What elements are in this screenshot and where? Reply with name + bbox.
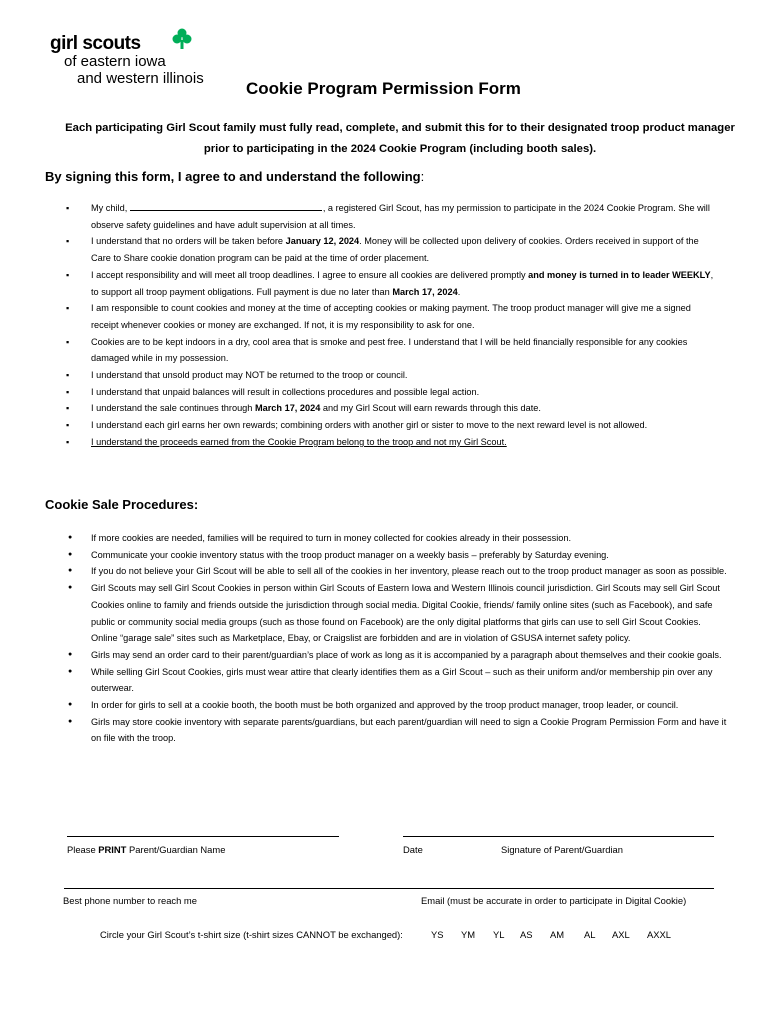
trefoil-icon xyxy=(172,28,192,50)
agreement-text: My child, xyxy=(91,203,128,213)
tshirt-size-option[interactable]: AL xyxy=(584,929,596,940)
tshirt-size-option[interactable]: YS xyxy=(431,929,444,940)
agreement-heading-text: By signing this form, I agree to and understand the following xyxy=(45,169,421,184)
agreement-date-bold: January 12, 2024 xyxy=(285,236,360,247)
agreement-item xyxy=(91,384,719,401)
agreement-item xyxy=(91,267,719,300)
logo-line-2: of eastern iowa xyxy=(64,53,166,70)
procedure-item: ● In order for girls to sell at a cookie booth, the booth must be both organized and approved by the troop product manager, troop leader, or council. xyxy=(91,697,727,714)
agreement-item xyxy=(91,400,719,417)
agreement-text: I accept responsibility and will meet all troop deadlines. I agree to ensure all cookies are delivered promptly xyxy=(91,269,529,280)
tshirt-size-option[interactable]: AXL xyxy=(612,929,630,940)
tshirt-size-option[interactable]: AXXL xyxy=(647,929,671,940)
agreement-text: . Money will be collected upon delivery of cookies. Orders received in support of the Care to Share cookie donation program can be paid at the time of order placement. xyxy=(91,236,699,264)
agreement-item xyxy=(91,434,719,451)
agreement-heading-colon: : xyxy=(420,169,425,184)
agreement-heading xyxy=(45,169,424,184)
procedure-item: ● If more cookies are needed, families will be required to turn in money collected for cookies already in their possession. xyxy=(91,530,727,547)
parent-name-label-print: PRINT xyxy=(98,844,127,855)
email-label: Email (must be accurate in order to participate in Digital Cookie) xyxy=(421,895,687,906)
agreement-bold: and money is turned in to leader WEEKLY xyxy=(528,269,711,280)
intro-paragraph: Each participating Girl Scout family must fully read, complete, and submit this for to their designated troop product manager prior to participating in the 2024 Cookie Program (including booth sales). xyxy=(65,122,735,155)
procedure-item: ● Girl Scouts may sell Girl Scout Cookies in person within Girl Scouts of Eastern Iowa and Western Illinois council jurisdiction. Girl Scouts may sell Girl Scout Cookies online to family and friends outside the jurisdiction through social media. Digital Cookie, friends/ family online sites (such as Facebook), and safe public or community social media groups (such as those found on Facebook) are the only digital platforms that girls can use to sell Girl Scout Cookies. Online “garage sale” sites such as Marketplace, Ebay, or Craigslist are forbidden and are in violation of GSUSA internet safety policy. xyxy=(91,580,727,647)
tshirt-size-option[interactable]: AS xyxy=(520,929,533,940)
child-name-blank[interactable] xyxy=(130,200,322,211)
agreement-item xyxy=(91,300,719,333)
agreement-text-underlined: I understand the proceeds earned from the Cookie Program belong to the troop and not my Girl Scout. xyxy=(91,436,507,447)
procedure-item: ● Girls may store cookie inventory with separate parents/guardians, but each parent/guardian will need to sign a Cookie Program Permission Form and have it on file with the troop. xyxy=(91,714,727,747)
agreement-item xyxy=(91,417,719,434)
agreement-date-bold: March 17, 2024 xyxy=(392,286,458,297)
procedure-item: ● Communicate your cookie inventory status with the troop product manager on a weekly basis – preferably by Saturday evening. xyxy=(91,547,727,564)
agreement-text: I understand that unpaid balances will result in collections procedures and possible legal action. xyxy=(91,386,480,397)
phone-email-line[interactable] xyxy=(64,888,714,889)
procedure-item: ● If you do not believe your Girl Scout will be able to sell all of the cookies in her inventory, please reach out to the troop product manager as soon as possible. xyxy=(91,563,727,580)
agreement-text: Cookies are to be kept indoors in a dry, cool area that is smoke and pest free. I understand that I will be held financially responsible for any cookies damaged while in my possession. xyxy=(91,336,688,364)
procedures-heading: Cookie Sale Procedures: xyxy=(45,497,199,512)
logo-line-3: and western illinois xyxy=(77,70,204,87)
agreement-item xyxy=(91,233,719,266)
agreement-text: I am responsible to count cookies and money at the time of accepting cookies or making payment. The troop product manager will give me a signed receipt whenever cookies or money are exchanged. If not, it is my responsibility to ask for one. xyxy=(91,303,691,330)
logo-brand: girl scouts xyxy=(50,33,141,54)
agreement-text: and my Girl Scout will earn rewards through this date. xyxy=(320,403,541,414)
agreement-text: I understand each girl earns her own rewards; combining orders with another girl or sister to move to the next reward level is not allowed. xyxy=(91,420,648,431)
date-signature-line[interactable] xyxy=(403,836,714,837)
parent-name-label-text: Please xyxy=(67,844,99,855)
phone-label: Best phone number to reach me xyxy=(63,895,197,906)
agreement-item xyxy=(91,367,719,384)
agreement-text: I understand the sale continues through xyxy=(91,403,255,414)
procedure-item: ● Girls may send an order card to their parent/guardian’s place of work as long as it is accompanied by a paragraph about themselves and their cookie goals. xyxy=(91,647,727,664)
parent-name-label-text: Parent/Guardian Name xyxy=(126,844,226,855)
agreement-text: , to support all troop payment obligations. Full payment is due no later than xyxy=(91,269,714,297)
agreement-list xyxy=(91,200,719,451)
council-logo xyxy=(50,28,230,90)
date-label: Date xyxy=(403,844,423,855)
parent-name-line[interactable] xyxy=(67,836,339,837)
tshirt-size-option[interactable]: AM xyxy=(550,929,565,940)
agreement-item xyxy=(91,334,719,367)
tshirt-size-row xyxy=(100,929,671,940)
agreement-item xyxy=(91,200,719,233)
parent-name-label xyxy=(67,844,225,855)
agreement-text: I understand that no orders will be taken before xyxy=(91,236,286,247)
agreement-date-bold: March 17, 2024 xyxy=(254,403,321,414)
agreement-text: , a registered Girl Scout, has my permission to participate in the 2024 Cookie Program. She will observe safety guidelines and have adult supervision at all times. xyxy=(91,203,710,230)
agreement-text: . xyxy=(457,286,461,297)
procedures-list xyxy=(91,530,727,747)
tshirt-size-option[interactable]: YL xyxy=(493,929,505,940)
procedure-item: ● While selling Girl Scout Cookies, girls must wear attire that clearly identifies them as a Girl Scout – such as their uniform and/or membership pin over any outerwear. xyxy=(91,664,727,697)
form-title: Cookie Program Permission Form xyxy=(246,79,521,98)
tshirt-size-option[interactable]: YM xyxy=(461,929,476,940)
agreement-text: I understand that unsold product may NOT be returned to the troop or council. xyxy=(91,370,408,381)
signature-label: Signature of Parent/Guardian xyxy=(501,844,623,855)
tshirt-size-label: Circle your Girl Scout’s t-shirt size (t-shirt sizes CANNOT be exchanged): xyxy=(100,929,403,940)
